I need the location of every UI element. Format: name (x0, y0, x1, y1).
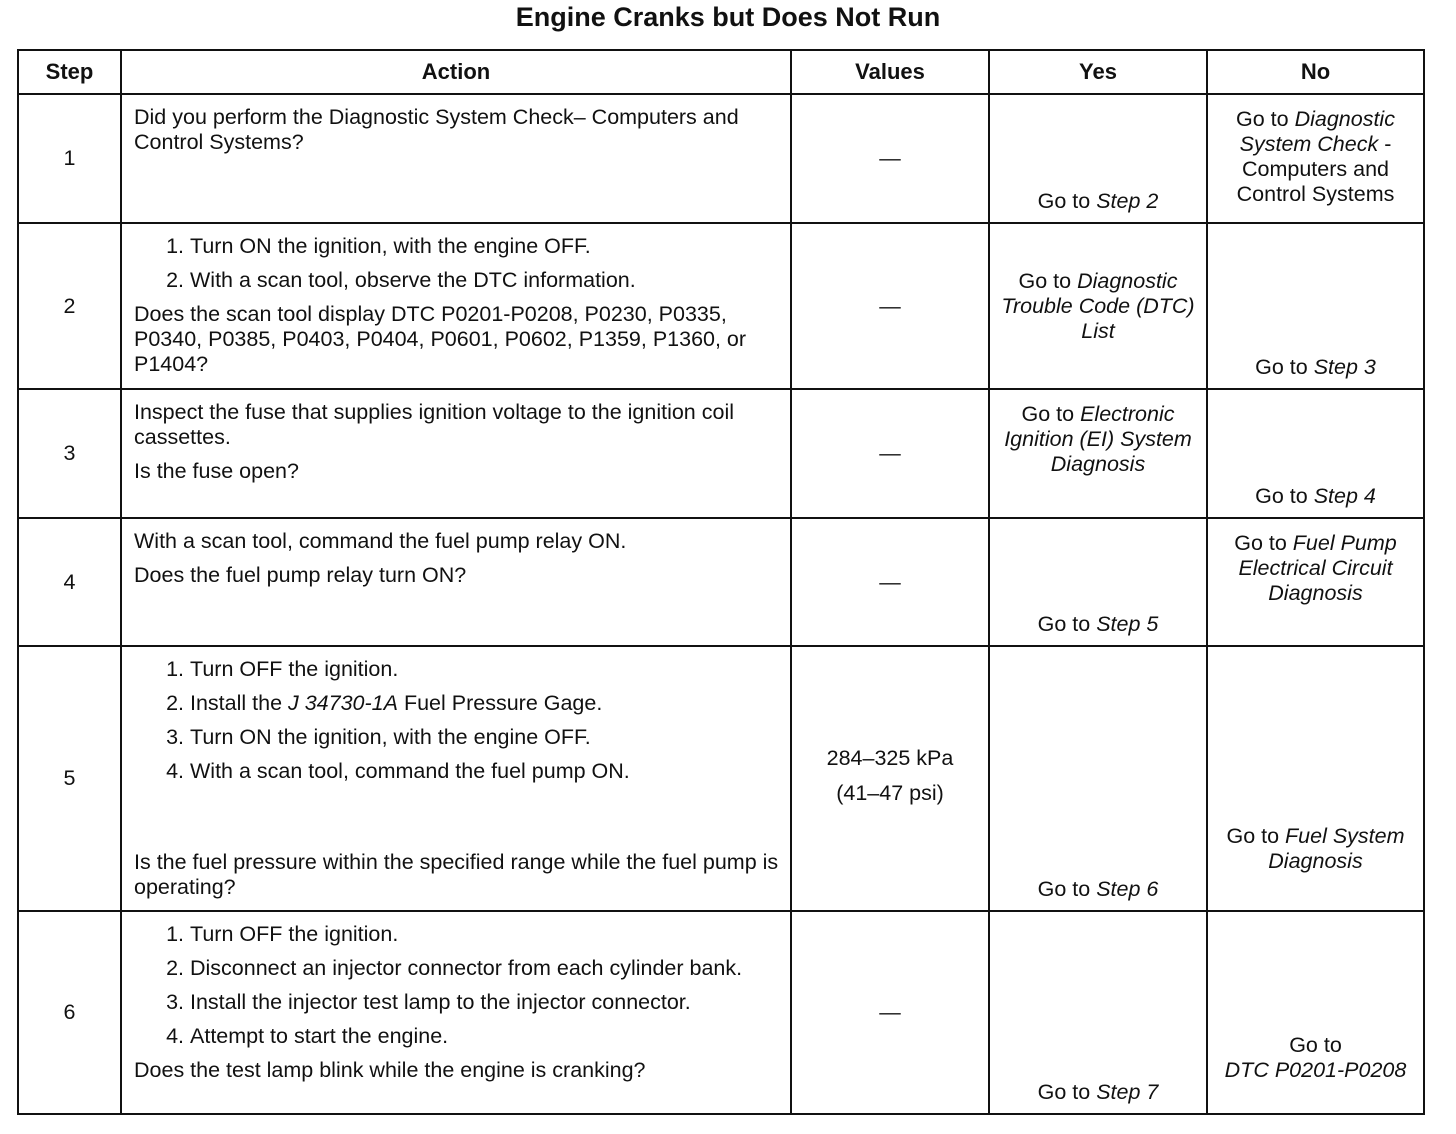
yes-ref: Diagnostic Trouble Code (DTC) List (1001, 268, 1195, 343)
yes-ref: Step 6 (1096, 877, 1159, 901)
table-row (18, 646, 1424, 911)
action-text: Inspect the fuse that supplies ignition voltage to the ignition coil cassettes. (134, 400, 734, 449)
no-ref: Fuel Pump Electrical Circuit Diagnosis (1238, 531, 1397, 605)
table-row (18, 389, 1424, 518)
action-step: 3. Turn ON the ignition, with the engine OFF. (190, 725, 780, 750)
yes-cell (989, 518, 1207, 646)
action-cell (121, 94, 791, 223)
yes-ref: Step 2 (1096, 189, 1159, 213)
action-step: 1. Turn OFF the ignition. (190, 922, 780, 947)
action-question: Does the fuel pump relay turn ON? (134, 563, 467, 587)
table-row (18, 223, 1424, 389)
table-row (18, 911, 1424, 1114)
action-question: Did you perform the Diagnostic System Check– Computers and Control Systems? (134, 105, 739, 154)
action-question: Is the fuel pressure within the specified range while the fuel pump is operating? (134, 850, 779, 899)
no-ref: Fuel System Diagnosis (1268, 824, 1405, 873)
yes-cell (989, 911, 1207, 1114)
yes-cell (989, 223, 1207, 389)
no-prefix: Go to (1255, 484, 1314, 508)
no-cell (1207, 389, 1424, 518)
no-ref: Step 3 (1313, 355, 1376, 379)
action-cell (121, 389, 791, 518)
action-cell (121, 223, 791, 389)
table-row (18, 518, 1424, 646)
pressure-psi: (41–47 psi) (836, 780, 944, 805)
header-action: Action (121, 50, 791, 94)
header-no: No (1207, 50, 1424, 94)
action-cell (121, 911, 791, 1114)
yes-prefix: Go to (1021, 402, 1081, 426)
action-step: 1. Turn ON the ignition, with the engine OFF. (190, 234, 780, 259)
no-prefix: Go to (1226, 824, 1286, 848)
action-cell (121, 518, 791, 646)
action-step: 1. Turn OFF the ignition. (190, 657, 780, 682)
action-step: 2. Disconnect an injector connector from each cylinder bank. (190, 956, 780, 981)
action-step: 2. With a scan tool, observe the DTC information. (190, 268, 780, 293)
diagnostic-table (17, 49, 1425, 1115)
action-steps (134, 234, 780, 293)
action-step-prefix: Install the (190, 691, 288, 715)
header-yes: Yes (989, 50, 1207, 94)
action-step: 4. Attempt to start the engine. (190, 1024, 780, 1049)
yes-cell (989, 646, 1207, 911)
action-cell (121, 646, 791, 911)
yes-prefix: Go to (1018, 268, 1078, 293)
no-cell (1207, 94, 1424, 223)
pressure-kpa: 284–325 kPa (826, 745, 954, 770)
action-question: Does the test lamp blink while the engine is cranking? (134, 1058, 646, 1082)
no-suffix: - Computers and Control Systems (1236, 132, 1395, 206)
no-prefix: Go to (1234, 531, 1293, 555)
no-cell (1207, 223, 1424, 389)
action-step: 4. With a scan tool, command the fuel pump ON. (190, 759, 780, 784)
header-row (18, 50, 1424, 94)
action-text: With a scan tool, command the fuel pump relay ON. (134, 529, 627, 553)
step-number: 5 (18, 646, 121, 911)
table-row (18, 94, 1424, 223)
no-cell (1207, 646, 1424, 911)
action-step (190, 691, 780, 716)
values-cell: — (791, 518, 989, 646)
no-cell (1207, 911, 1424, 1114)
step-number: 1 (18, 94, 121, 223)
values-cell: — (791, 223, 989, 389)
yes-cell (989, 389, 1207, 518)
step-number: 2 (18, 223, 121, 389)
action-steps (134, 657, 780, 784)
action-question: Does the scan tool display DTC P0201-P0208, P0230, P0335, P0340, P0385, P0403, P0404, P0601, P0602, P1359, P1360, or P1404? (134, 302, 747, 376)
action-step: 3. Install the injector test lamp to the injector connector. (190, 990, 780, 1015)
action-question: Is the fuse open? (134, 459, 299, 483)
yes-prefix: Go to (1037, 612, 1097, 636)
no-prefix: Go to (1236, 107, 1295, 131)
tool-ref: J 34730-1A (288, 691, 398, 715)
no-ref: Step 4 (1313, 484, 1376, 508)
action-steps (134, 922, 780, 1049)
yes-prefix: Go to (1037, 1080, 1097, 1104)
values-cell: — (791, 389, 989, 518)
no-prefix: Go to (1255, 355, 1314, 379)
step-number: 3 (18, 389, 121, 518)
page-title: Engine Cranks but Does Not Run (515, 2, 941, 32)
action-step-suffix: Fuel Pressure Gage. (397, 691, 603, 715)
yes-cell (989, 94, 1207, 223)
no-prefix: Go to (1289, 1033, 1342, 1057)
yes-ref: Electronic Ignition (EI) System Diagnosis (1004, 402, 1192, 476)
no-ref: DTC P0201-P0208 (1224, 1058, 1407, 1082)
no-ref: Diagnostic System Check (1239, 107, 1395, 156)
yes-ref: Step 5 (1096, 612, 1159, 636)
values-cell: — (791, 911, 989, 1114)
header-step: Step (18, 50, 121, 94)
yes-prefix: Go to (1037, 877, 1097, 901)
no-cell (1207, 518, 1424, 646)
header-values: Values (791, 50, 989, 94)
yes-prefix: Go to (1037, 189, 1097, 213)
step-number: 6 (18, 911, 121, 1114)
values-cell: — (791, 94, 989, 223)
step-number: 4 (18, 518, 121, 646)
yes-ref: Step 7 (1096, 1080, 1159, 1104)
values-cell (791, 646, 989, 911)
